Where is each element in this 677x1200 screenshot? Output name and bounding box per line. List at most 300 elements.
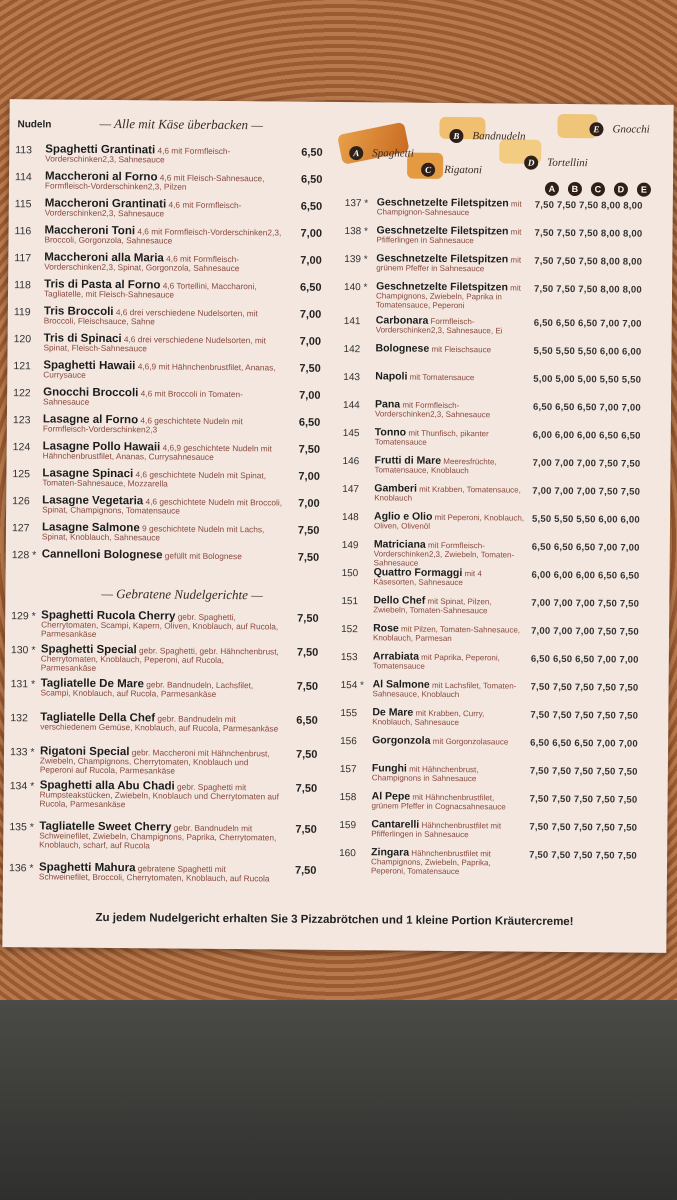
item-name: Spaghetti Hawaii (43, 359, 136, 373)
item-text (372, 680, 522, 699)
item-price: 6,50 (298, 416, 321, 429)
label-spaghetti: A Spaghetti (349, 146, 414, 161)
item-text (40, 679, 280, 699)
item-name: Zingara (371, 846, 410, 859)
badge-e: E (637, 183, 651, 197)
item-number: 116 (14, 225, 32, 238)
item-description: gebr. Spaghetti mit Rumpsteakstücken, Zwiebeln, Knoblauch und Cherrytomaten auf Rucola, Parmesankäse (39, 781, 280, 810)
item-number: 152 (341, 624, 358, 636)
item-name: Arrabiata (372, 650, 420, 663)
item-text (43, 361, 283, 381)
item-text (375, 372, 525, 382)
item-prices: 7,50 7,50 7,50 7,50 7,50 (530, 709, 639, 722)
item-number: 127 (11, 522, 30, 535)
item-price: 7,50 (296, 680, 319, 693)
right-column (339, 196, 670, 877)
item-description: gebr. Bandnudeln mit verschiedenem Gemüse, Knoblauch, auf Rucola, Parmesankäse (40, 713, 279, 734)
item-description: mit Peperoni, Knoblauch, Oliven, Olivenöl (373, 512, 525, 531)
item-price: 7,00 (299, 389, 321, 402)
item-text (39, 863, 279, 883)
menu-item (12, 413, 335, 435)
menu-item (342, 482, 667, 503)
item-price: 7,50 (297, 551, 320, 564)
item-prices: 7,50 7,50 7,50 7,50 7,50 (529, 793, 638, 806)
item-description: 4,6 drei verschiedene Nudelsorten, mit Broccoli, Fleischsauce, Sahne (43, 307, 258, 327)
item-prices: 6,00 6,00 6,00 6,50 6,50 (532, 429, 641, 442)
item-number: 130 * (10, 644, 36, 657)
item-number: 126 (12, 495, 30, 508)
item-number: 135 * (9, 821, 34, 834)
menu-item (340, 734, 665, 750)
menu-item (343, 314, 669, 336)
item-prices: 7,00 7,00 7,00 7,50 7,50 (531, 597, 640, 610)
item-text (373, 652, 523, 671)
item-name: Matriciana (373, 538, 426, 551)
item-description: 4,6 geschichtete Nudeln mit Formfleisch-Vorderschinken2,3 (42, 415, 243, 435)
item-name: Al Pepe (371, 790, 411, 803)
item-number: 158 (339, 792, 357, 804)
item-text (44, 307, 284, 327)
item-name: Gorgonzola (372, 734, 431, 747)
item-number: 150 (341, 568, 359, 580)
item-price: 6,50 (301, 146, 323, 159)
item-text (375, 400, 525, 419)
item-text (45, 145, 285, 165)
item-prices: 7,50 7,50 7,50 7,50 7,50 (529, 849, 637, 862)
item-description: mit Paprika, Peperoni, Tomatensauce (372, 652, 500, 671)
item-text (375, 428, 525, 447)
item-number: 139 * (344, 254, 368, 266)
item-text (372, 708, 522, 727)
item-text (371, 820, 521, 839)
menu-item (10, 643, 333, 673)
item-name: Maccheroni al Forno (44, 170, 158, 184)
menu-item (341, 538, 667, 568)
item-description: mit Formfleisch-Vorderschinken2,3, Zwiebeln, Tomaten-Sahnesauce (373, 540, 515, 568)
menu-item (341, 622, 666, 643)
item-name: Bolognese (375, 342, 430, 355)
item-name: Gnocchi Broccoli (43, 386, 139, 400)
item-price: 7,00 (299, 335, 322, 348)
item-number: 120 (13, 333, 32, 346)
item-text (40, 781, 280, 810)
menu-item (343, 398, 668, 420)
item-price: 7,00 (299, 308, 322, 321)
item-prices: 6,50 6,50 6,50 7,00 7,00 (533, 317, 642, 330)
item-description: gebr. Spaghetti, Cherrytomaten, Scampi, Kapern, Oliven, Knoblauch, auf Rucola, Parmesankäse (41, 611, 279, 639)
label-bandnudeln: B Bandnudeln (449, 129, 525, 144)
item-name: Spaghetti Grantinati (45, 143, 156, 157)
menu-item (12, 494, 334, 516)
menu-item (342, 454, 668, 476)
item-description: mit Fleischsauce (431, 344, 492, 355)
item-name: Spaghetti Rucola Cherry (41, 609, 176, 623)
item-price: 7,00 (300, 254, 322, 267)
item-number: 114 (14, 171, 32, 184)
item-name: Al Salmone (372, 678, 430, 691)
item-description: gebr. Bandnudeln, Lachsfilet, Scampi, Knoblauch, auf Rucola, Parmesankäse (40, 679, 254, 699)
item-description: gebr. Bandnudeln mit Schweinefilet, Zwiebeln, Champignons, Paprika, Cherrytomaten, Knoblauch, scharf, auf Rucola (39, 822, 277, 851)
menu-item (342, 426, 668, 447)
badge-b: B (568, 182, 582, 196)
item-number: 154 * (340, 680, 365, 692)
item-number: 141 (343, 316, 361, 328)
menu-item (14, 278, 336, 300)
menu-item (13, 359, 335, 380)
menu-item (13, 386, 335, 407)
item-text (39, 822, 279, 851)
item-number: 140 * (344, 282, 368, 294)
item-price: 7,50 (295, 782, 318, 795)
item-number: 136 * (8, 862, 34, 875)
menu-item (341, 566, 667, 588)
item-description: 4,6,9 geschichtete Nudeln mit Hähnchenbrustfilet, Ananas, Currysahnesauce (42, 442, 272, 462)
item-number: 151 (341, 596, 359, 608)
item-text (44, 253, 284, 273)
item-description: Hähnchenbrustfilet mit Pfifferlingen in Sahnesauce (371, 820, 502, 840)
menu-item (14, 251, 336, 274)
item-number: 156 (340, 736, 357, 748)
item-text (376, 282, 526, 310)
item-prices: 5,00 5,00 5,00 5,50 5,50 (533, 373, 642, 386)
item-number: 153 (340, 652, 358, 664)
item-text (373, 624, 523, 643)
item-description: Meeresfrüchte, Tomatensauce, Knoblauch (374, 456, 497, 476)
item-price: 6,50 (296, 714, 318, 727)
item-text (41, 611, 281, 640)
item-price: 6,50 (300, 173, 323, 186)
item-number: 113 (15, 144, 33, 157)
item-name: Lasagne al Forno (42, 413, 139, 427)
item-description: 4,6 mit Formfleisch-Vorderschinken2,3, Sahnesauce (45, 145, 231, 165)
item-text (42, 469, 282, 489)
menu-page (2, 99, 673, 953)
item-name: Rose (373, 622, 399, 635)
item-name: Funghi (371, 762, 407, 775)
item-prices: 5,50 5,50 5,50 6,00 6,00 (532, 513, 640, 526)
menu-item (342, 510, 667, 531)
item-text (376, 344, 526, 354)
menu-item (12, 440, 335, 462)
badge-d: D (614, 182, 628, 196)
item-name: Tagliatelle De Mare (40, 677, 144, 691)
item-name: Lasagne Salmone (41, 521, 140, 535)
item-number: 149 (341, 540, 359, 552)
item-name: Lasagne Vegetaria (42, 494, 144, 508)
item-price: 7,50 (294, 864, 317, 877)
item-description: mit Tomatensauce (409, 372, 475, 383)
menu-item (14, 170, 337, 192)
item-prices: 6,50 6,50 6,50 7,00 7,00 (530, 737, 638, 750)
item-number: 119 (13, 306, 31, 319)
item-number: 118 (14, 279, 31, 292)
menu-item (9, 820, 331, 851)
item-text (44, 334, 284, 354)
item-name: Dello Chef (373, 594, 426, 607)
menu-item (341, 594, 666, 616)
item-text (374, 484, 524, 503)
item-number: 121 (13, 360, 31, 373)
item-name: Lasagne Spinaci (42, 467, 134, 481)
section-header (17, 113, 337, 136)
fried-noodles-heading: — Gebratene Nudelgerichte — (101, 585, 263, 603)
item-price: 7,50 (299, 362, 321, 375)
item-name: Tagliatelle Sweet Cherry (39, 820, 172, 834)
item-text (376, 226, 526, 245)
item-name: Cannelloni Bolognese (41, 548, 163, 562)
item-text (373, 568, 523, 587)
item-description: gebratene Spaghetti mit Schweinefilet, Broccoli, Cherrytomaten, Knoblauch, auf Rucola (38, 863, 270, 884)
item-number: 131 * (10, 678, 36, 691)
item-price: 7,00 (298, 497, 320, 510)
item-name: Spaghetti Mahura (38, 861, 136, 875)
item-text (374, 456, 524, 475)
item-price: 7,50 (297, 524, 320, 537)
menu-item (9, 779, 332, 810)
item-text (42, 496, 282, 516)
item-name: Spaghetti alla Abu Chadi (39, 779, 175, 793)
item-text (41, 645, 281, 674)
item-description: mit Krabben, Curry, Knoblauch, Sahnesauce (372, 708, 485, 728)
item-price: 7,50 (295, 823, 317, 836)
item-description: 4,6 drei verschiedene Nudelsorten, mit Spinat, Fleisch-Sahnesauce (43, 334, 266, 354)
item-description: gebr. Maccheroni mit Hähnchenbrust, Zwiebeln, Champignons, Cherrytomaten, Knoblauch und Peperoni auf Rucola, Parmesankäse (39, 747, 270, 776)
item-number: 145 (342, 428, 360, 440)
item-description: mit Pilzen, Tomaten-Sahnesauce, Knoblauch, Parmesan (372, 624, 521, 643)
item-description: mit Spinat, Pilzen, Zwiebeln, Tomaten-Sahnesauce (373, 596, 492, 616)
item-description: mit Gorgonzolasauce (432, 736, 509, 747)
item-name: Tagliatelle Della Chef (40, 711, 156, 725)
item-description: mit 4 Käsesorten, Sahnesauce (373, 569, 482, 588)
item-number: 123 (12, 414, 31, 427)
item-text (43, 388, 283, 408)
item-price: 7,50 (298, 443, 321, 456)
item-number: 147 (342, 484, 360, 496)
item-text (44, 280, 284, 300)
item-description: mit Pfifferlingen in Sahnesauce (376, 227, 522, 246)
item-text (376, 254, 526, 273)
badge-a: A (545, 182, 559, 196)
item-text (372, 736, 522, 746)
item-text (44, 226, 284, 246)
item-description: mit Champignon-Sahnesauce (376, 199, 522, 218)
item-name: Cantarelli (371, 818, 420, 831)
item-text (43, 415, 283, 435)
item-name: Carbonara (375, 314, 429, 327)
item-prices: 6,00 6,00 6,00 6,50 6,50 (531, 569, 640, 582)
item-description: mit Hähnchenbrust, Champignons in Sahnesauce (371, 764, 479, 784)
item-name: Pana (375, 398, 401, 411)
item-price: 7,50 (297, 612, 319, 625)
label-gnocchi: E Gnocchi (589, 122, 649, 137)
item-number: 129 * (11, 610, 36, 623)
item-price: 6,50 (300, 281, 322, 294)
item-name: Maccheroni Grantinati (44, 197, 167, 211)
item-number: 128 * (11, 549, 37, 562)
item-description: 4,6,9 mit Hähnchenbrustfilet, Ananas, Currysauce (43, 361, 276, 380)
item-text (42, 523, 282, 543)
item-price: 6,50 (300, 200, 323, 213)
item-name: Aglio e Olio (374, 510, 433, 523)
menu-item (13, 305, 336, 327)
menu-item (8, 861, 331, 884)
menu-item (11, 548, 334, 564)
item-name: Maccheroni Toni (44, 224, 136, 238)
badge-c: C (591, 182, 605, 196)
item-text (42, 550, 282, 561)
menu-item (343, 370, 668, 386)
menu-item (344, 280, 669, 311)
label-tortellini: D Tortellini (524, 156, 588, 171)
item-text (372, 764, 522, 783)
item-name: Geschnetzelte Filetspitzen (376, 252, 509, 266)
item-description: 4,6 mit Formfleisch-Vorderschinken2,3, Broccoli, Gorgonzola, Sahnesauce (44, 226, 282, 246)
item-price: 7,50 (295, 748, 318, 761)
price-column-badges (545, 179, 660, 198)
menu-item (344, 196, 670, 218)
item-prices: 7,00 7,00 7,00 7,50 7,50 (532, 485, 641, 498)
menu-item (344, 224, 670, 246)
item-prices: 7,50 7,50 7,50 8,00 8,00 (534, 283, 642, 296)
item-description: mit Champignons, Zwiebeln, Paprika in Tomatensauce, Peperoni (375, 283, 521, 311)
menu-item (339, 818, 664, 840)
item-name: Frutti di Mare (374, 454, 442, 467)
item-number: 159 (339, 820, 357, 832)
item-description: 4,6 geschichtete Nudeln mit Spinat, Tomaten-Sahnesauce, Mozzarella (42, 469, 267, 489)
item-prices: 5,50 5,50 5,50 6,00 6,00 (533, 345, 642, 358)
item-number: 148 (342, 512, 359, 524)
item-name: Quattro Formaggi (373, 566, 463, 580)
item-prices: 6,50 6,50 6,50 7,00 7,00 (531, 541, 640, 554)
item-name: Tonno (374, 426, 407, 439)
item-description: mit Lachsfilet, Tomaten-Sahnesauce, Knoblauch (372, 680, 517, 700)
menu-item (15, 143, 337, 165)
menu-item (12, 467, 334, 489)
item-name: Geschnetzelte Filetspitzen (376, 224, 509, 238)
item-text (45, 199, 285, 219)
item-prices: 7,50 7,50 7,50 7,50 7,50 (529, 765, 638, 778)
item-number: 155 (340, 708, 358, 720)
item-number: 115 (14, 198, 32, 211)
item-description: mit Thunfisch, pikanter Tomatensauce (374, 428, 489, 447)
item-name: Tris di Spinaci (43, 332, 122, 346)
item-name: Lasagne Pollo Hawaii (42, 440, 161, 454)
item-text (373, 596, 523, 615)
item-prices: 7,50 7,50 7,50 7,50 7,50 (529, 821, 638, 834)
item-number: 134 * (9, 780, 35, 793)
item-prices: 6,50 6,50 6,50 7,00 7,00 (532, 401, 641, 414)
item-text (371, 848, 521, 876)
item-name: Napoli (375, 370, 408, 383)
item-text (372, 792, 522, 811)
item-text (374, 512, 524, 531)
item-number: 160 (339, 848, 356, 860)
item-number: 143 (343, 372, 361, 384)
item-prices: 7,50 7,50 7,50 8,00 8,00 (534, 227, 643, 240)
item-text (374, 540, 524, 568)
item-description: 9 geschichtete Nudeln mit Lachs, Spinat, Knoblauch, Sahnesauce (41, 523, 265, 543)
item-name: Maccheroni alla Maria (44, 251, 164, 265)
item-description: Formfleisch-Vorderschinken2,3, Sahnesauce, Ei (375, 316, 503, 336)
item-text (40, 747, 280, 776)
menu-item (11, 609, 333, 639)
menu-item (9, 745, 332, 776)
item-prices: 6,50 6,50 6,50 7,00 7,00 (530, 653, 639, 666)
item-number: 133 * (9, 746, 35, 759)
item-prices: 7,50 7,50 7,50 8,00 8,00 (534, 199, 643, 212)
item-description: 4,6 mit Formfleisch-Vorderschinken2,3, Spinat, Gorgonzola, Sahnesauce (44, 253, 240, 274)
left-column (8, 143, 337, 884)
item-description: mit Formfleisch-Vorderschinken2,3, Sahnesauce (374, 400, 491, 420)
section-note: — Alle mit Käse überbacken — (99, 115, 263, 133)
item-name: De Mare (372, 706, 414, 719)
item-prices: 7,00 7,00 7,00 7,50 7,50 (531, 625, 639, 638)
item-description: mit grünem Pfeffer in Sahnesauce (376, 255, 522, 274)
item-description: Hähnchenbrustfilet mit Champignons, Zwiebeln, Paprika, Peperoni, Tomatensauce (370, 848, 491, 877)
menu-item (14, 224, 337, 246)
section-label: Nudeln (17, 119, 52, 131)
item-prices: 7,50 7,50 7,50 8,00 8,00 (534, 255, 643, 268)
menu-item (344, 252, 669, 274)
item-text (45, 172, 285, 192)
item-price: 7,00 (300, 227, 323, 240)
item-number: 137 * (344, 198, 369, 210)
menu-item (14, 197, 337, 219)
item-prices: 7,00 7,00 7,00 7,50 7,50 (532, 457, 641, 470)
menu-item (339, 762, 665, 784)
item-number: 122 (13, 387, 31, 400)
item-description: mit Krabben, Tomatensauce, Knoblauch (374, 484, 521, 503)
footer-note: Zu jedem Nudelgericht erhalten Sie 3 Pizzabrötchen und 1 kleine Portion Kräutercreme! (95, 911, 574, 929)
item-description: 4,6 mit Fleisch-Sahnesauce, Formfleisch-Vorderschinken2,3, Pilzen (44, 172, 265, 192)
item-price: 7,00 (298, 470, 320, 483)
item-description: mit Hähnchenbrustfilet, grünem Pfeffer in Cognacsahnesauce (371, 792, 506, 812)
menu-item (340, 678, 666, 700)
item-price: 7,50 (296, 646, 319, 659)
item-name: Tris Broccoli (43, 305, 114, 319)
menu-item (11, 521, 334, 543)
item-text (43, 442, 283, 462)
item-number: 117 (14, 252, 32, 265)
item-number: 138 * (344, 226, 368, 238)
item-prices: 7,50 7,50 7,50 7,50 7,50 (530, 681, 639, 694)
item-number: 124 (12, 441, 31, 454)
item-number: 157 (339, 764, 357, 776)
item-description: 4,6 Tortellini, Maccharoni, Tagliatelle, mit Fleisch-Sahnesauce (43, 280, 257, 300)
item-name: Spaghetti Special (40, 643, 137, 657)
item-number: 146 (342, 456, 360, 468)
menu-item (10, 677, 333, 699)
item-text (40, 713, 280, 733)
menu-item (10, 711, 332, 734)
item-name: Tris di Pasta al Forno (44, 278, 161, 292)
table-surface (0, 1000, 677, 1200)
item-name: Geschnetzelte Filetspitzen (376, 280, 509, 294)
item-description: gebr. Spaghetti, gebr. Hähnchenbrust, Cherrytomaten, Knoblauch, Peperoni, auf Rucola, Parmesankäse (40, 645, 279, 673)
item-text (377, 198, 527, 217)
menu-item (339, 790, 665, 812)
item-description: 4,6 geschichtete Nudeln mit Broccoli, Spinat, Champignons, Tomatensauce (42, 496, 283, 516)
menu-item (339, 846, 664, 877)
item-name: Geschnetzelte Filetspitzen (376, 196, 509, 210)
menu-item (340, 706, 665, 728)
item-text (376, 316, 526, 335)
item-number: 144 (343, 400, 360, 412)
item-name: Rigatoni Special (39, 745, 130, 759)
item-description: 4,6 mit Formfleisch-Vorderschinken2,3, Sahnesauce (44, 199, 242, 219)
item-description: 4,6 mit Broccoli in Tomaten-Sahnesauce (43, 388, 243, 407)
menu-item (343, 342, 669, 358)
